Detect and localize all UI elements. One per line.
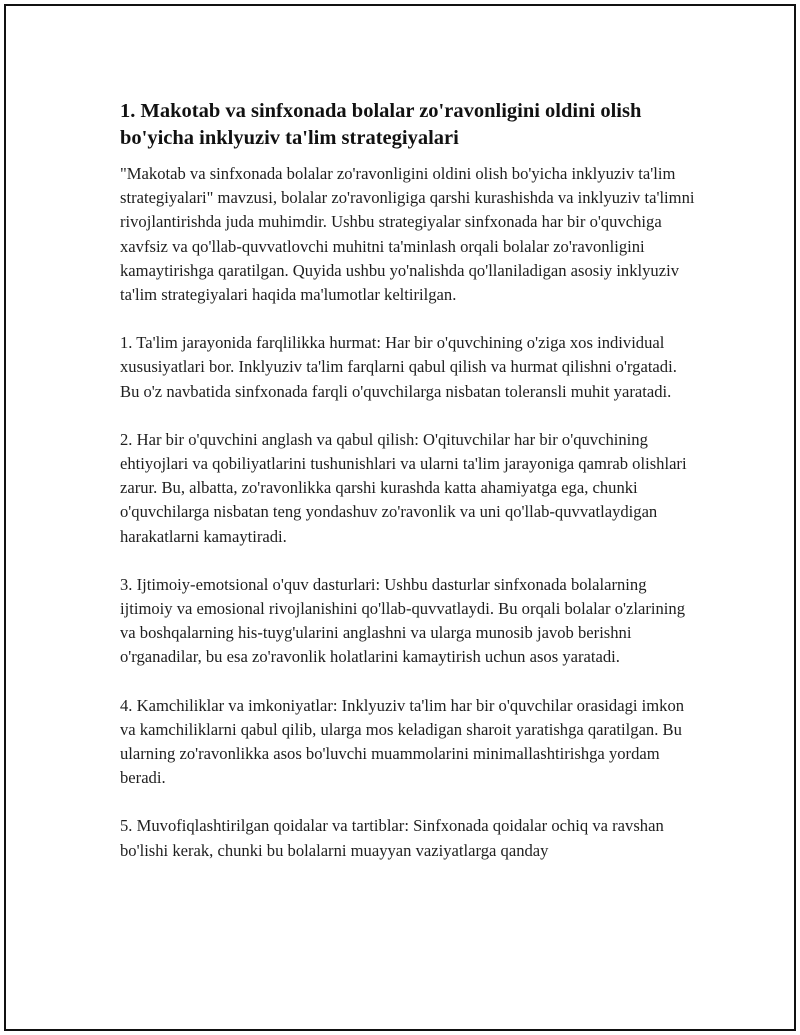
document-page [120, 98, 700, 863]
strategy-item-5: 5. Muvofiqlashtirilgan qoidalar va tartiblar: Sinfxonada qoidalar ochiq va ravshan bo'lishi kerak, chunki bu bolalarni muayyan vaziyatlarga qanday [120, 816, 664, 860]
document-title: 1. Makotab va sinfxonada bolalar zo'ravonligini oldini olish bo'yicha inklyuziv ta'lim strategiyalari [120, 100, 642, 149]
intro-paragraph: "Makotab va sinfxonada bolalar zo'ravonligini oldini olish bo'yicha inklyuziv ta'lim strategiyalari" mavzusi, bolalar zo'ravonligiga qarshi kurashishda va inklyuziv ta'limni rivojlantirishda juda muhimdir. Ushbu strategiyalar sinfxonada har bir o'quvchiga xavfsiz va qo'llab-quvvatlovchi muhitni ta'minlash orqali bolalar zo'ravonligini kamaytirishga qaratilgan. Quyida ushbu yo'nalishda qo'llaniladigan asosiy inklyuziv ta'lim strategiyalari haqida ma'lumotlar keltirilgan. [120, 164, 695, 305]
strategy-item-2: 2. Har bir o'quvchini anglash va qabul qilish: O'qituvchilar har bir o'quvchining ehtiyojlari va qobiliyatlarini tushunishlari va ularni ta'lim jarayoniga qamrab olishlari zarur. Bu, albatta, zo'ravonlikka qarshi kurashda katta ahamiyatga ega, chunki o'quvchilarga nisbatan teng yondashuv zo'ravonlik va uni qo'llab-quvvatlaydigan harakatlarni kamaytiradi. [120, 429, 687, 546]
page-border [4, 4, 796, 1031]
strategy-item-3: 3. Ijtimoiy-emotsional o'quv dasturlari: Ushbu dasturlar sinfxonada bolalarning ijtimoiy va emosional rivojlanishini qo'llab-quvvatlaydi. Bu orqali bolalar o'zlarining va boshqalarning his-tuyg'ularini anglashni va ularga munosib javob berishni o'rganadilar, bu esa zo'ravonlik holatlarini kamaytirish uchun asos yaratadi. [120, 574, 685, 667]
strategy-item-1: 1. Ta'lim jarayonida farqlilikka hurmat: Har bir o'quvchining o'ziga xos individual xususiyatlari bor. Inklyuziv ta'lim farqlarni qabul qilish va hurmat qilishni o'rgatadi. Bu o'z navbatida sinfxonada farqli o'quvchilarga nisbatan toleransli muhit yaratadi. [120, 333, 677, 401]
strategy-item-4: 4. Kamchiliklar va imkoniyatlar: Inklyuziv ta'lim har bir o'quvchilar orasidagi imkon va kamchiliklarni qabul qilib, ularga mos keladigan sharoit yaratishga qaratilgan. Bu ularning zo'ravonlikka asos bo'luvchi muammolarini minimallashtirishga yordam beradi. [120, 695, 685, 788]
